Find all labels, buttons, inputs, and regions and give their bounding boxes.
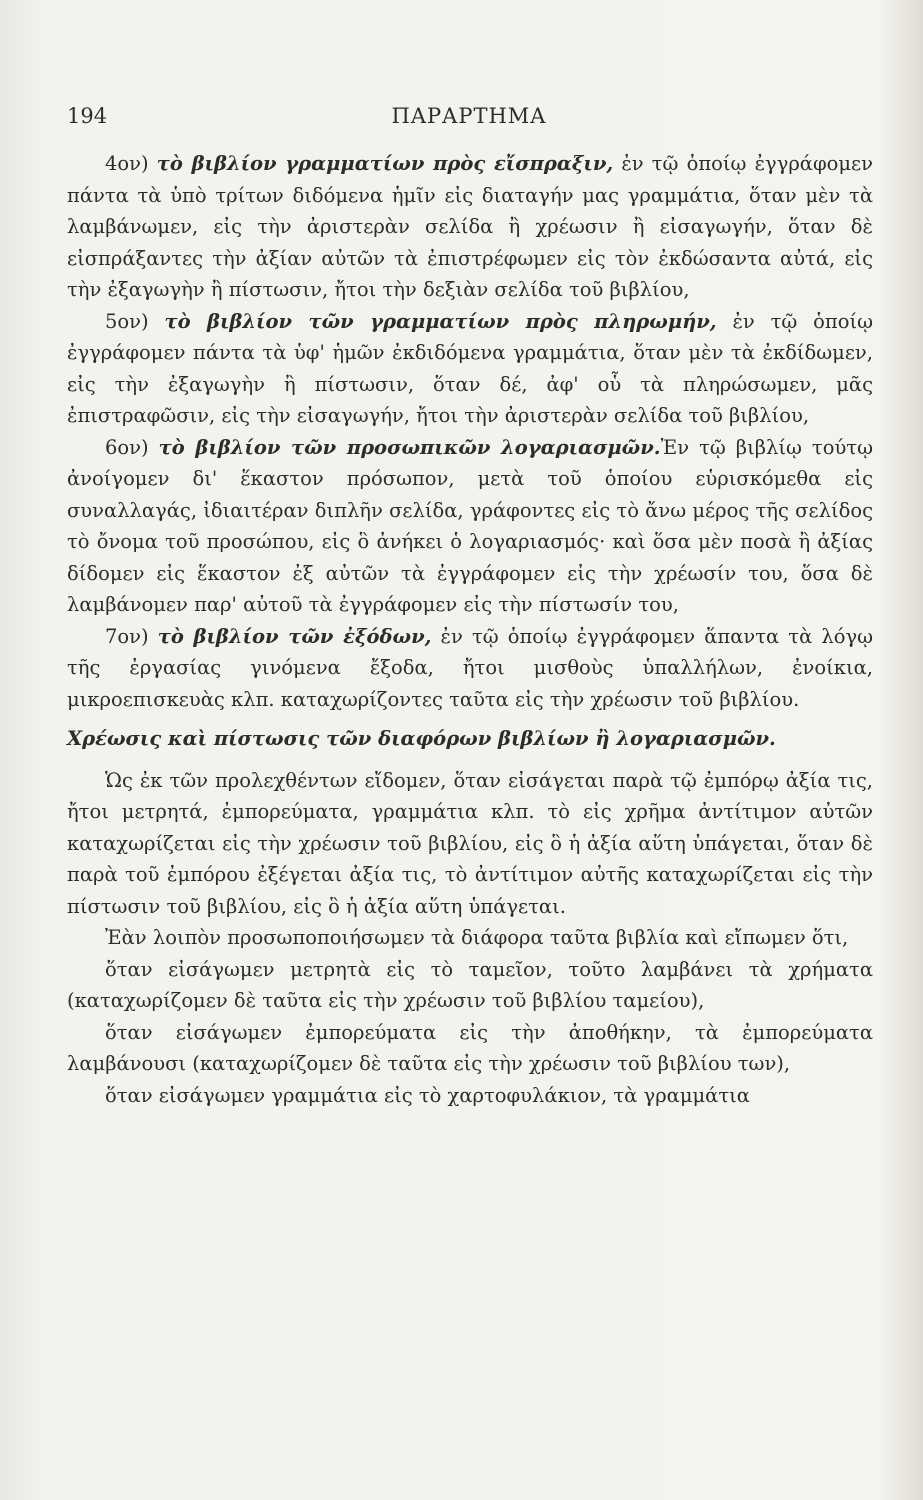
page-number: 194 xyxy=(67,104,108,128)
paragraph-text: ἐν τῷ ὁποίῳ ἐγγράφομεν πάντα τὰ ὑφ' ἡμῶν ἐκδιδόμενα γραμμάτια, ὅταν μὲν τὰ ἐκδίδωμεν, εἰς τὴν ἐξαγωγὴν ἢ πίστωσιν, ὅταν δέ, ἀφ' οὗ τὰ πληρώσωμεν, μᾶς ἐπιστραφῶσιν, εἰς τὴν εἰσαγωγήν, ἤτοι τὴν ἀριστερὰν σελίδα τοῦ βιβλίου, xyxy=(67,309,874,427)
item-number: 7ον) xyxy=(105,624,149,648)
paragraph-text: ἐν τῷ ὁποίῳ ἐγγράφομεν ἅπαντα τὰ λόγῳ τῆς ἐργασίας γινόμενα ἔξοδα, ἤτοι μισθοὺς ὑπαλλήλων, ἐνοίκια, μικροεπισκευὰς κλπ. καταχωρίζοντες ταῦτα εἰς τὴν χρέωσιν τοῦ βιβλίου. xyxy=(67,624,873,711)
item-number: 6ον) xyxy=(105,435,149,459)
book-name: τὸ βιβλίον τῶν ἐξόδων, xyxy=(157,624,432,648)
running-title: ΠΑΡΑΡΤΗΜΑ xyxy=(391,104,547,128)
paragraph-text: ἐν τῷ ὁποίῳ ἐγγράφομεν πάντα τὰ ὑπὸ τρίτων διδόμενα ἡμῖν εἰς διαταγήν μας γραμμάτια, ὅταν μὲν τὰ λαμβάνωμεν, εἰς τὴν ἀριστερὰν σελίδα ἢ χρέωσιν ἢ εἰσαγωγήν, ὅταν δὲ εἰσπράξαντες τὴν ἀξίαν αὐτῶν τὰ ἐπιστρέφωμεν εἰς τὸν ἐκδώσαντα αὐτά, εἰς τὴν ἐξαγωγὴν ἢ πίστωσιν, ἤτοι τὴν δεξιὰν σελίδα τοῦ βιβλίου, xyxy=(67,152,874,301)
section-paragraph: ὅταν εἰσάγωμεν γραμμάτια εἰς τὸ χαρτοφυλάκιον, τὰ γραμμάτια xyxy=(105,1083,750,1107)
paragraph-item-6 xyxy=(67,432,873,621)
section-paragraph: ὅταν εἰσάγωμεν μετρητὰ εἰς τὸ ταμεῖον, τοῦτο λαμβάνει τὰ χρήματα (καταχωρίζομεν δὲ ταῦτα εἰς τὴν χρέωσιν τοῦ βιβλίου ταμείου), xyxy=(67,957,873,1012)
page-header xyxy=(67,104,871,134)
section-paragraph: ὅταν εἰσάγωμεν ἐμπορεύματα εἰς τὴν ἀποθήκην, τὰ ἐμπορεύματα λαμβάνουσι (καταχωρίζομεν δὲ ταῦτα εἰς τὴν χρέωσιν τοῦ βιβλίου των), xyxy=(67,1020,873,1075)
item-number: 5ον) xyxy=(105,309,149,333)
section-paragraph: Ἐὰν λοιπὸν προσωποποιήσωμεν τὰ διάφορα ταῦτα βιβλία καὶ εἴπωμεν ὅτι, xyxy=(105,926,849,949)
book-name: τὸ βιβλίον τῶν προσωπικῶν λογαριασμῶν. xyxy=(158,435,661,459)
paragraph-item-7 xyxy=(67,621,873,716)
book-name: τὸ βιβλίον γραμματίων πρὸς εἴσπραξιν, xyxy=(156,152,614,175)
paragraph-item-5 xyxy=(67,306,873,432)
page-body xyxy=(67,148,873,1111)
paragraph-item-4 xyxy=(67,148,873,306)
section-paragraph: Ὡς ἐκ τῶν προλεχθέντων εἴδομεν, ὅταν εἰσάγεται παρὰ τῷ ἐμπόρῳ ἀξία τις, ἤτοι μετρητά, ἐμπορεύματα, γραμμάτια κλπ. τὸ εἰς χρῆμα ἀντίτιμον αὐτῶν καταχωρίζεται εἰς τὴν χρέωσιν τοῦ βιβλίου, εἰς ὃ ἡ ἀξία αὕτη ὑπάγεται, ὅταν δὲ παρὰ τοῦ ἐμπόρου ἐξέγεται ἀξία τις, τὸ ἀντίτιμον αὐτῆς καταχωρίζεται εἰς τὴν πίστωσιν τοῦ βιβλίου, εἰς ὃ ἡ ἀξία αὕτη ὑπάγεται. xyxy=(67,768,873,918)
paragraph-text: Ἐν τῷ βιβλίῳ τούτῳ ἀνοίγομεν δι' ἕκαστον πρόσωπον, μετὰ τοῦ ὁποίου εὑρισκόμεθα εἰς συναλλαγάς, ἰδιαιτέραν διπλῆν σελίδα, γράφοντες εἰς τὸ ἄνω μέρος τῆς σελίδος τὸ ὄνομα τοῦ προσώπου, εἰς ὃ ἀνήκει ὁ λογαριασμός· καὶ ὅσα μὲν ποσὰ ἢ ἀξίας δίδομεν εἰς ἕκαστον ἐξ αὐτῶν τὰ ἐγγράφομεν εἰς τὴν χρέωσίν του, ὅσα δὲ λαμβάνομεν παρ' αὐτοῦ τὰ ἐγγράφομεν εἰς τὴν πίστωσίν του, xyxy=(67,435,873,616)
book-name: τὸ βιβλίον τῶν γραμματίων πρὸς πληρωμήν, xyxy=(164,309,717,333)
section-heading: Χρέωσις καὶ πίστωσις τῶν διαφόρων βιβλίων ἢ λογαριασμῶν. xyxy=(67,727,776,750)
item-number: 4ον) xyxy=(105,152,149,175)
